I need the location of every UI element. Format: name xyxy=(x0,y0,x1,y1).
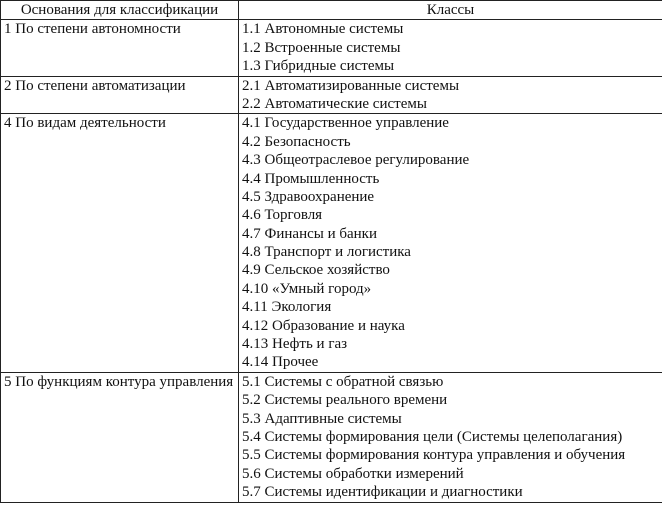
class-item: 4.3 Общеотраслевое регулирование xyxy=(242,152,470,169)
header-classes: Классы xyxy=(239,1,662,20)
class-item: 4.5 Здравоохранение xyxy=(242,188,375,205)
class-item: 1.2 Встроенные системы xyxy=(242,39,401,56)
class-item: 4.12 Образование и наука xyxy=(242,317,405,334)
class-item: 5.5 Системы формирования контура управления и обучения xyxy=(242,447,626,464)
class-item: 4.4 Промышленность xyxy=(242,170,380,187)
class-item: 5.4 Системы формирования цели (Системы целеполагания) xyxy=(242,429,623,445)
class-item: 4.1 Государственное управление xyxy=(242,115,449,132)
class-item: 4.11 Экология xyxy=(242,299,332,316)
table-row xyxy=(1,114,662,372)
row-basis: 4 По видам деятельности xyxy=(1,114,239,372)
table-header-row xyxy=(1,1,662,20)
row-classes xyxy=(239,76,662,114)
table-row xyxy=(1,20,662,76)
class-item: 4.9 Сельское хозяйство xyxy=(242,262,390,279)
class-item: 5.6 Системы обработки измерений xyxy=(242,465,464,482)
class-item: 4.6 Торговля xyxy=(242,207,323,224)
table-row xyxy=(1,372,662,502)
class-item: 5.2 Системы реального времени xyxy=(242,392,448,409)
row-classes xyxy=(239,20,662,76)
row-classes xyxy=(239,372,662,502)
class-item: 5.1 Системы с обратной связью xyxy=(242,373,444,390)
header-basis: Основания для классификации xyxy=(1,1,239,20)
class-item: 4.7 Финансы и банки xyxy=(242,225,377,242)
row-basis: 1 По степени автономности xyxy=(1,20,239,76)
row-classes xyxy=(239,114,662,372)
class-item: 5.7 Системы идентификации и диагностики xyxy=(242,484,523,501)
class-item: 4.13 Нефть и газ xyxy=(242,336,348,353)
class-item: 4.8 Транспорт и логистика xyxy=(242,244,411,261)
table-row xyxy=(1,76,662,114)
class-item: 4.10 «Умный город» xyxy=(242,280,372,297)
class-item: 5.3 Адаптивные системы xyxy=(242,410,402,427)
class-item: 4.2 Безопасность xyxy=(242,133,351,150)
class-item: 4.14 Прочее xyxy=(242,354,319,371)
row-basis: 5 По функциям контура управления xyxy=(1,372,239,502)
row-basis: 2 По степени автоматизации xyxy=(1,76,239,114)
class-item: 2.1 Автоматизированные системы xyxy=(242,77,460,94)
class-item: 1.1 Автономные системы xyxy=(242,21,404,38)
class-item: 1.3 Гибридные системы xyxy=(242,58,395,75)
class-item: 2.2 Автоматические системы xyxy=(242,95,427,112)
